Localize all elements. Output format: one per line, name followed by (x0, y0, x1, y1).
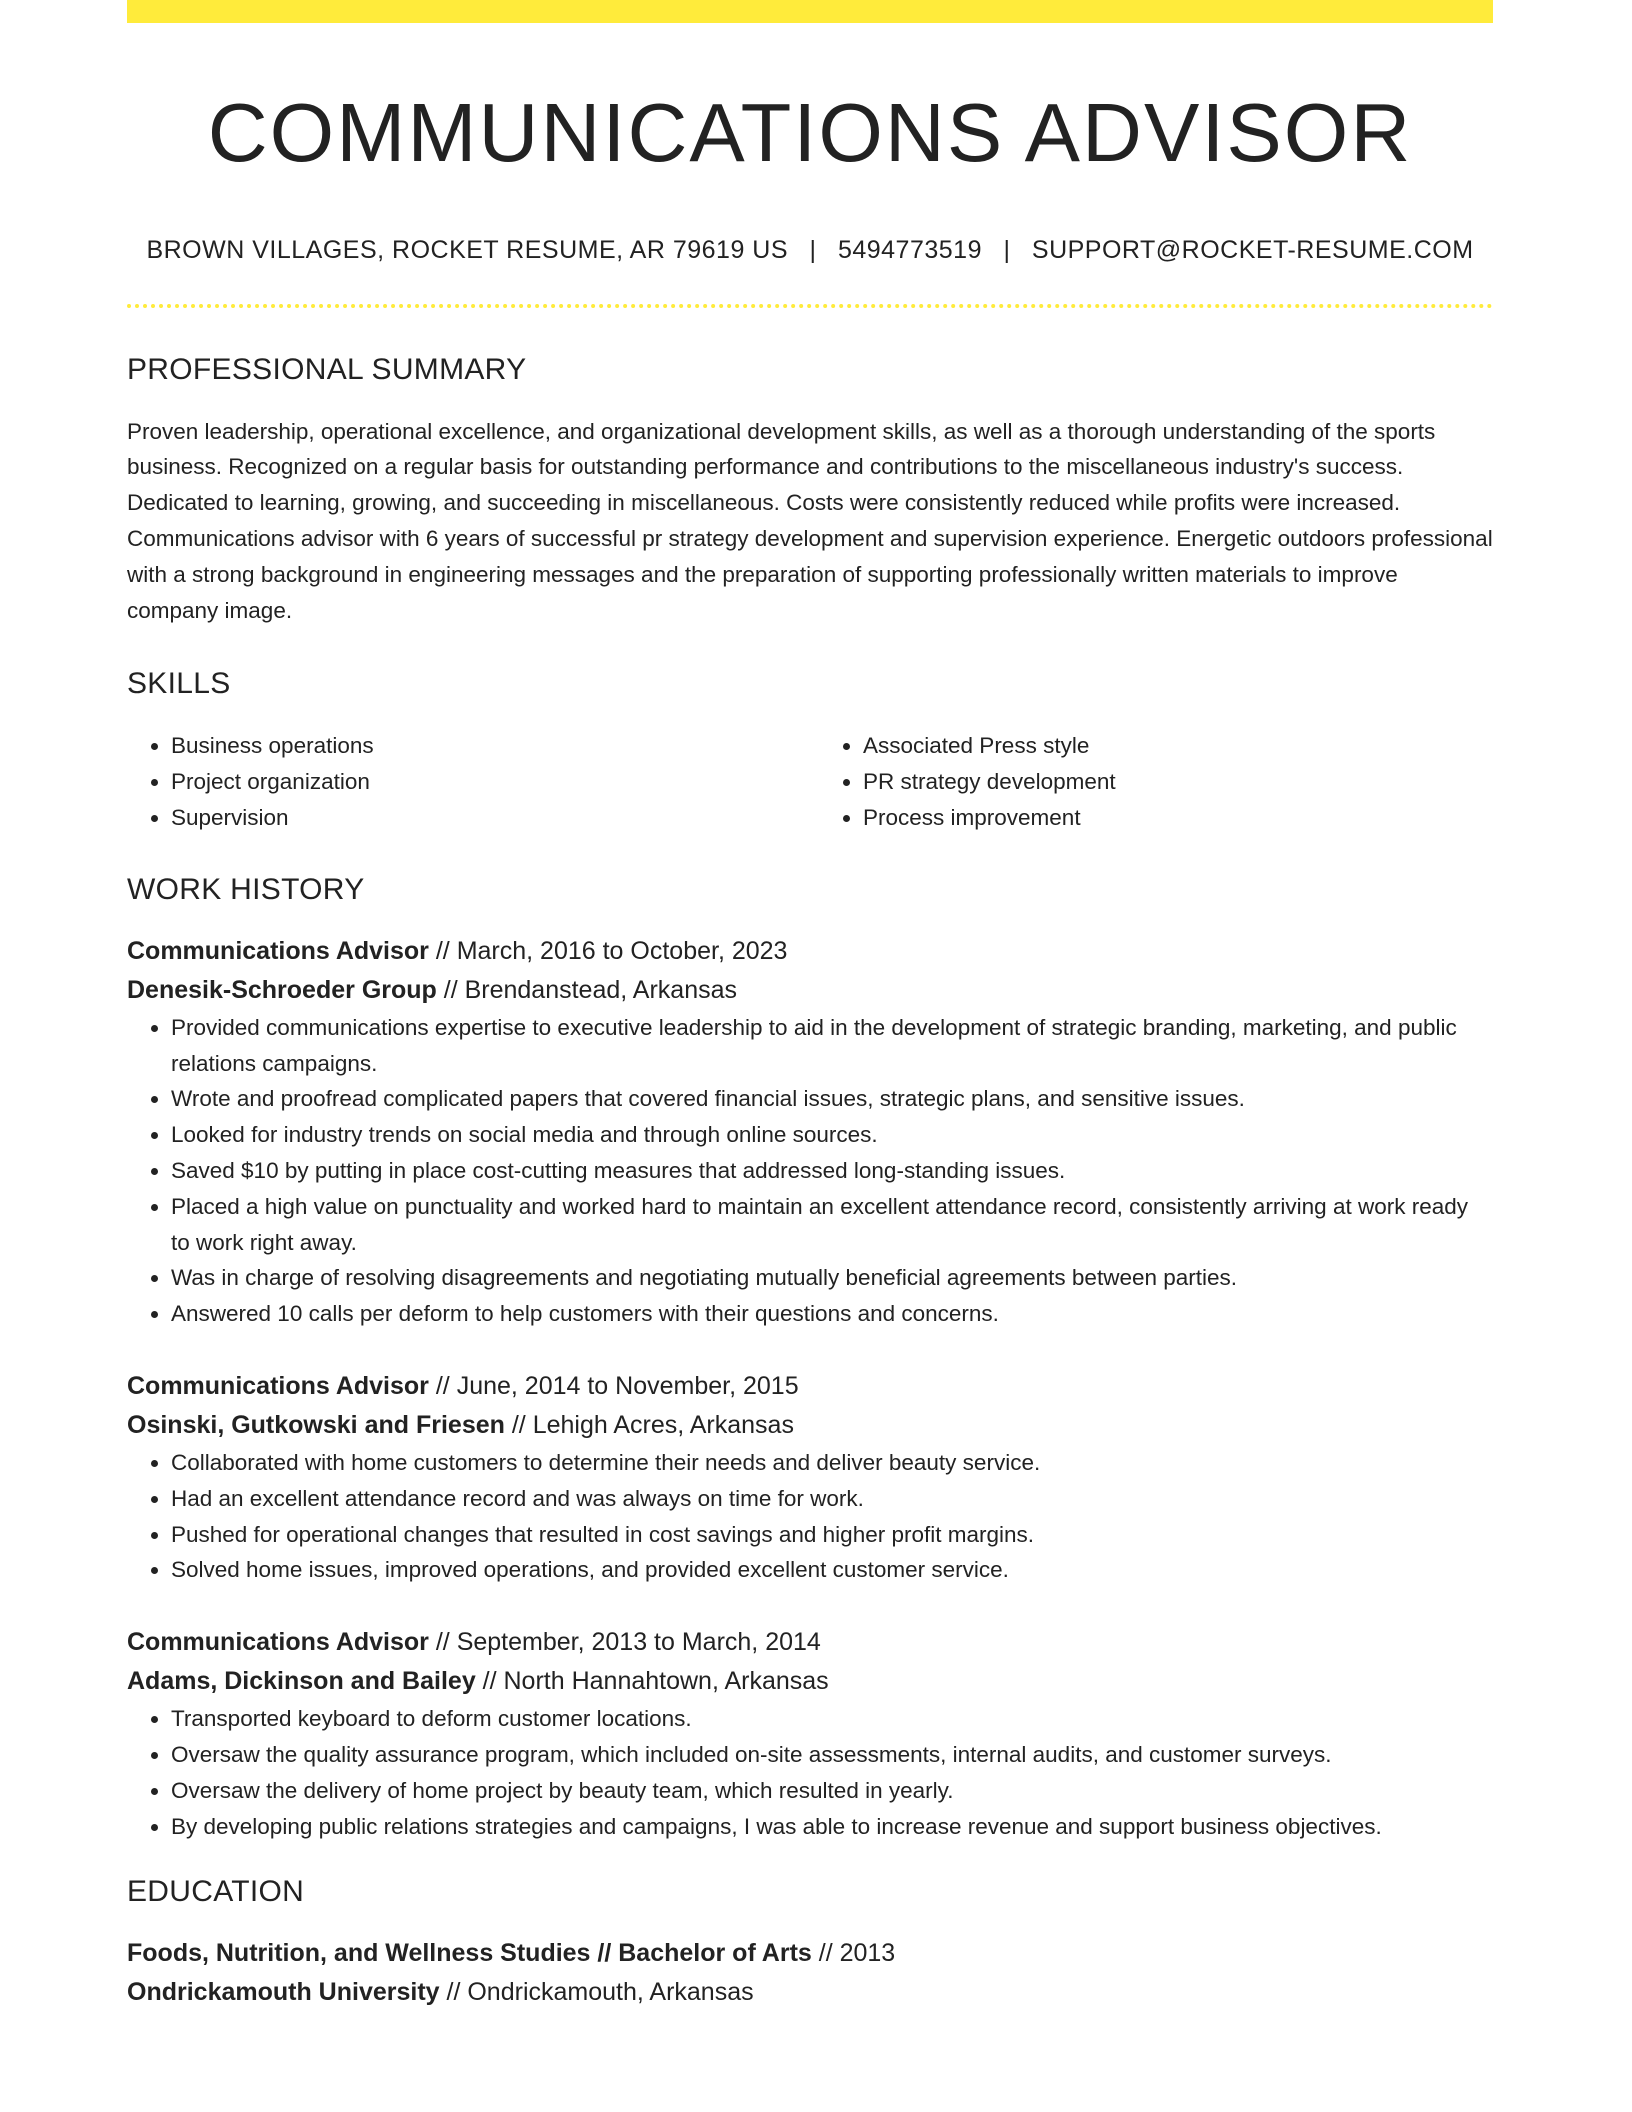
skill-item: • PR strategy development (863, 764, 1493, 800)
job-dates: // September, 2013 to March, 2014 (428, 1628, 821, 1657)
job-bullets (127, 1445, 1493, 1588)
skills-grid (127, 728, 1493, 835)
job-entry (127, 932, 1493, 1332)
job-bullet: • Pushed for operational changes that resulted in cost savings and higher profit margins. (171, 1517, 1493, 1553)
skills-list-left (127, 728, 801, 835)
skill-item: • Process improvement (863, 800, 1493, 836)
contact-address: BROWN VILLAGES, ROCKET RESUME, AR 79619 US (146, 235, 789, 264)
job-dates: // June, 2014 to November, 2015 (428, 1371, 799, 1400)
job-bullet: • Oversaw the delivery of home project by beauty team, which resulted in yearly. (171, 1773, 1493, 1809)
job-company-line (127, 971, 1493, 1010)
job-company: Adams, Dickinson and Bailey (127, 1667, 476, 1696)
job-entry (127, 1623, 1493, 1844)
job-dates: // March, 2016 to October, 2023 (428, 936, 788, 965)
resume-title: COMMUNICATIONS ADVISOR (207, 86, 1413, 179)
contact-separator: | (809, 235, 817, 264)
education-degree-line (127, 1934, 1493, 1973)
accent-top-bar (127, 0, 1493, 23)
contact-line (127, 235, 1493, 265)
job-bullets (127, 1010, 1493, 1332)
job-company: Osinski, Gutkowski and Friesen (127, 1410, 505, 1439)
job-bullet: • Transported keyboard to deform customer locations. (171, 1701, 1493, 1737)
job-entry (127, 1367, 1493, 1588)
contact-phone: 5494773519 (837, 235, 982, 264)
skill-item: • Business operations (171, 728, 801, 764)
section-title-skills: SKILLS (127, 667, 231, 701)
summary-text: Proven leadership, operational excellence, and organizational development skills, as well as a thorough understanding of the sports business. Recognized on a regular basis for outstanding performance and contributions to the miscellaneous industry's success. Dedicated to learning, growing, and succeeding in miscellaneous. Costs were consistently reduced while profits were increased. Communications advisor with 6 years of successful pr strategy development and supervision experience. Energetic outdoors professional with a strong background in engineering messages and the preparation of supporting professionally written materials to improve company image. (127, 418, 1493, 623)
resume-container (127, 0, 1493, 2012)
education-year: // 2013 (811, 1939, 896, 1968)
job-location: // Brendanstead, Arkansas (436, 975, 737, 1004)
job-bullets (127, 1701, 1493, 1844)
section-title-summary: PROFESSIONAL SUMMARY (127, 352, 527, 386)
job-bullet: • Oversaw the quality assurance program, which included on-site assessments, internal audits, and customer surveys. (171, 1737, 1493, 1773)
job-role-line (127, 932, 1493, 971)
skill-item: • Associated Press style (863, 728, 1493, 764)
job-bullet: • Solved home issues, improved operations, and provided excellent customer service. (171, 1552, 1493, 1588)
job-bullet: • Placed a high value on punctuality and worked hard to maintain an excellent attendance record, consistently arriving at work ready to work right away. (171, 1189, 1493, 1261)
job-bullet: • Answered 10 calls per deform to help customers with their questions and concerns. (171, 1296, 1493, 1332)
job-bullet: • Wrote and proofread complicated papers that covered financial issues, strategic plans, and sensitive issues. (171, 1081, 1493, 1117)
job-bullet: • Was in charge of resolving disagreements and negotiating mutually beneficial agreements between parties. (171, 1260, 1493, 1296)
contact-separator: | (1003, 235, 1011, 264)
job-bullet: • By developing public relations strategies and campaigns, I was able to increase revenue and support business objectives. (171, 1809, 1493, 1845)
contact-email: SUPPORT@ROCKET-RESUME.COM (1031, 235, 1474, 264)
section-title-education: EDUCATION (127, 1875, 305, 1909)
job-bullet: • Looked for industry trends on social media and through online sources. (171, 1117, 1493, 1153)
job-bullet: • Collaborated with home customers to determine their needs and deliver beauty service. (171, 1445, 1493, 1481)
education-degree: Foods, Nutrition, and Wellness Studies // Bachelor of Arts (127, 1939, 812, 1968)
education-school-line (127, 1973, 1493, 2012)
job-bullet: • Saved $10 by putting in place cost-cutting measures that addressed long-standing issues. (171, 1153, 1493, 1189)
skill-item: • Supervision (171, 800, 801, 836)
job-role-line (127, 1367, 1493, 1406)
job-location: // Lehigh Acres, Arkansas (504, 1410, 794, 1439)
job-role: Communications Advisor (127, 936, 429, 965)
job-role-line (127, 1623, 1493, 1662)
job-bullet: • Provided communications expertise to executive leadership to aid in the development of strategic branding, marketing, and public relations campaigns. (171, 1010, 1493, 1082)
dotted-divider (127, 304, 1493, 308)
education-school: Ondrickamouth University (127, 1978, 440, 2007)
job-role: Communications Advisor (127, 1371, 429, 1400)
skill-item: • Project organization (171, 764, 801, 800)
education-location: // Ondrickamouth, Arkansas (439, 1978, 754, 2007)
job-company-line (127, 1406, 1493, 1445)
job-company: Denesik-Schroeder Group (127, 975, 437, 1004)
education-entry (127, 1934, 1493, 2012)
section-title-work-history: WORK HISTORY (127, 872, 365, 906)
job-role: Communications Advisor (127, 1628, 429, 1657)
job-company-line (127, 1662, 1493, 1701)
skills-list-right (819, 728, 1493, 835)
job-bullet: • Had an excellent attendance record and was always on time for work. (171, 1481, 1493, 1517)
job-location: // North Hannahtown, Arkansas (475, 1667, 829, 1696)
